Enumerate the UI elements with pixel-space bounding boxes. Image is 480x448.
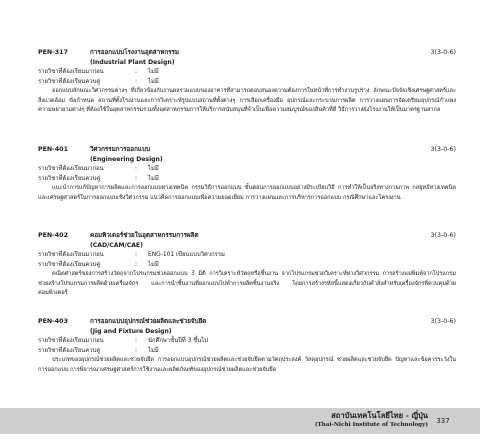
institute-name — [315, 410, 428, 430]
corequisite-label: รายวิชาที่ต้องเรียนควบคู่ — [38, 261, 101, 268]
institute-name-en: (Thai-Nichi Institute of Technology) — [314, 422, 428, 428]
course-code: PEN-317 — [38, 49, 68, 56]
course-entry — [38, 316, 456, 375]
course-header — [38, 47, 456, 58]
corequisite-row — [38, 78, 456, 88]
corequisite-value: ไม่มี — [148, 78, 159, 85]
prerequisite-label: รายวิชาที่ต้องเรียนมาก่อน — [38, 252, 104, 258]
course-description: ออกแบบลักษณะวิศวกรรมต่างๆ ที่เกี่ยวข้องกับงานผลรวมแบบของอาคารที่สามารถตอบสนองความต้องการในหน้าที่การทำงานรูปร่าง ลักษณะปัจจัยเชิงเศรษฐศาสตร์และสิ่งแวดล้อม ข้อกำหนด สถานที่ตั้งโรงงานและการวิเคราะห์รูปแบบสถานที่ตั้งต่างๆ การเลือกเครื่องมือ อุปกรณ์และกระบวนการผลิต การวางแผนการจัดเตรียมอุปกรณ์กำแพงความพยายามต่างๆ ที่ต้องใช้ในอุตสาหกรรมรวมทั้งอุตสาหกรรมการให้บริการสนับสนุนที่จำเป็นเพื่อความสมบูรณ์ของสินค้าที่ดี วิธีการวางผังโรงงานให้เป็นมาตรฐานสากล — [38, 88, 456, 114]
course-entry — [38, 47, 456, 116]
colon: : — [135, 261, 137, 268]
prerequisite-value: ไม่มี — [148, 69, 159, 75]
prerequisite-value: ไม่มี — [148, 166, 159, 172]
course-description: คณิตศาสตร์ของการสร้างวัตถุจากโปรแกรมช่วยออกแบบ 3 มิติ การวิเคราะห์วัตถุหรือชิ้นงาน จากโปรแกรมช่วยวิเคราะห์ทางวิศวกรรม การสร้างแม่พิมพ์จากโปรแกรมช่วยสร้างโปรแกรมการผลิตด้วยเครื่องจักร และการนำชิ้นงานที่ออกแบบไปทำการผลิตชิ้นงานจริง โดยการสร้างรหัสนี้แสดงเกี่ยวกับคำสั่งสำหรับเครื่องจักรที่ควบคุมด้วยคอมพิวเตอร์ — [38, 271, 456, 297]
course-credits: 3(3-0-6) — [430, 49, 456, 56]
corequisite-value: ไม่มี — [148, 261, 159, 268]
prerequisite-label: รายวิชาที่ต้องเรียนมาก่อน — [38, 69, 104, 75]
course-credits: 3(3-0-6) — [430, 146, 456, 153]
corequisite-row — [38, 347, 456, 357]
colon: : — [135, 175, 137, 182]
corequisite-row — [38, 261, 456, 271]
prerequisite-label: รายวิชาที่ต้องเรียนมาก่อน — [38, 338, 104, 344]
colon: : — [135, 252, 137, 258]
colon: : — [135, 69, 137, 75]
course-credits: 3(3-0-6) — [430, 318, 456, 325]
course-header — [38, 144, 456, 155]
prerequisite-row — [38, 251, 456, 261]
colon: : — [135, 78, 137, 85]
course-title-en: (Engineering Design) — [90, 156, 163, 163]
prerequisite-row — [38, 337, 456, 347]
course-title: วิศวกรรมการออกแบบ — [90, 146, 150, 153]
course-code: PEN-403 — [38, 318, 68, 325]
course-credits: 3(3-0-6) — [430, 232, 456, 239]
corequisite-value: ไม่มี — [148, 175, 159, 182]
course-header — [38, 316, 456, 327]
prerequisite-value: ENG-101 เขียนแบบวิศวกรรม — [148, 252, 225, 258]
prerequisite-row — [38, 165, 456, 175]
corequisite-label: รายวิชาที่ต้องเรียนควบคู่ — [38, 175, 101, 182]
prerequisite-value: นักศึกษาชั้นปีที่ 3 ขึ้นไป — [148, 338, 208, 344]
course-title-en: (Jig and Fixture Design) — [90, 328, 172, 335]
colon: : — [135, 166, 137, 172]
course-title: การออกแบบอุปกรณ์ช่วยผลิตและช่วยจับยึด — [90, 318, 207, 325]
colon: : — [135, 347, 137, 354]
course-title: คอมพิวเตอร์ช่วยในอุตสาหกรรมการผลิต — [90, 232, 199, 239]
course-entry — [38, 230, 456, 299]
course-code: PEN-401 — [38, 146, 68, 153]
colon: : — [135, 338, 137, 344]
prerequisite-label: รายวิชาที่ต้องเรียนมาก่อน — [38, 166, 104, 172]
page-number: 337 — [436, 417, 450, 425]
corequisite-row — [38, 175, 456, 185]
course-title-en: (CAD/CAM/CAE) — [90, 242, 143, 249]
prerequisite-row — [38, 68, 456, 78]
institute-name-th: สถาบันเทคโนโลยีไทย - ญี่ปุ่น — [331, 411, 428, 420]
corequisite-label: รายวิชาที่ต้องเรียนควบคู่ — [38, 78, 101, 85]
course-header — [38, 230, 456, 241]
course-description: แนะนำการแก้ปัญหาการผลิตและการออกแบบทางเทคนิค กรรมวิธีการออกแบบ ขั้นตอนการออกแบบอย่างมีระเบียบวิธี การทำให้เป็นจริงทางกายภาพ กลยุทธ์ทางเทคนิคและเศรษฐศาสตร์ในการออกแบบเชิงวิศวกรรม แนวคิดการออกแบบเพื่อความยอดเยี่ยม การวางแผนและการบริหารการออกแบบ กรณีศึกษาและโครงงาน — [38, 185, 456, 201]
page-footer — [0, 408, 480, 434]
course-entry — [38, 144, 456, 203]
corequisite-label: รายวิชาที่ต้องเรียนควบคู่ — [38, 347, 101, 354]
course-title-en: (Industrial Plant Design) — [90, 59, 175, 66]
course-title: การออกแบบโรงงานอุตสาหกรรม — [90, 49, 180, 56]
corequisite-value: ไม่มี — [148, 347, 159, 354]
course-code: PEN-402 — [38, 232, 68, 239]
course-description: ประเภทของอุปกรณ์ช่วยผลิตและช่วยจับยึด การออกแบบอุปกรณ์ช่วยผลิตและช่วยจับยึดตามวัตถุประสงค์ วัสดุอุปกรณ์ ช่วยผลิตและช่วยจับยึด ปัญหาและข้อควรระวังในการออกแบบ การพิจารณาเศรษฐศาสตร์การใช้งานและผลิตภัณฑ์ของอุปกรณ์ช่วยผลิตและช่วยจับยึด — [38, 357, 456, 373]
